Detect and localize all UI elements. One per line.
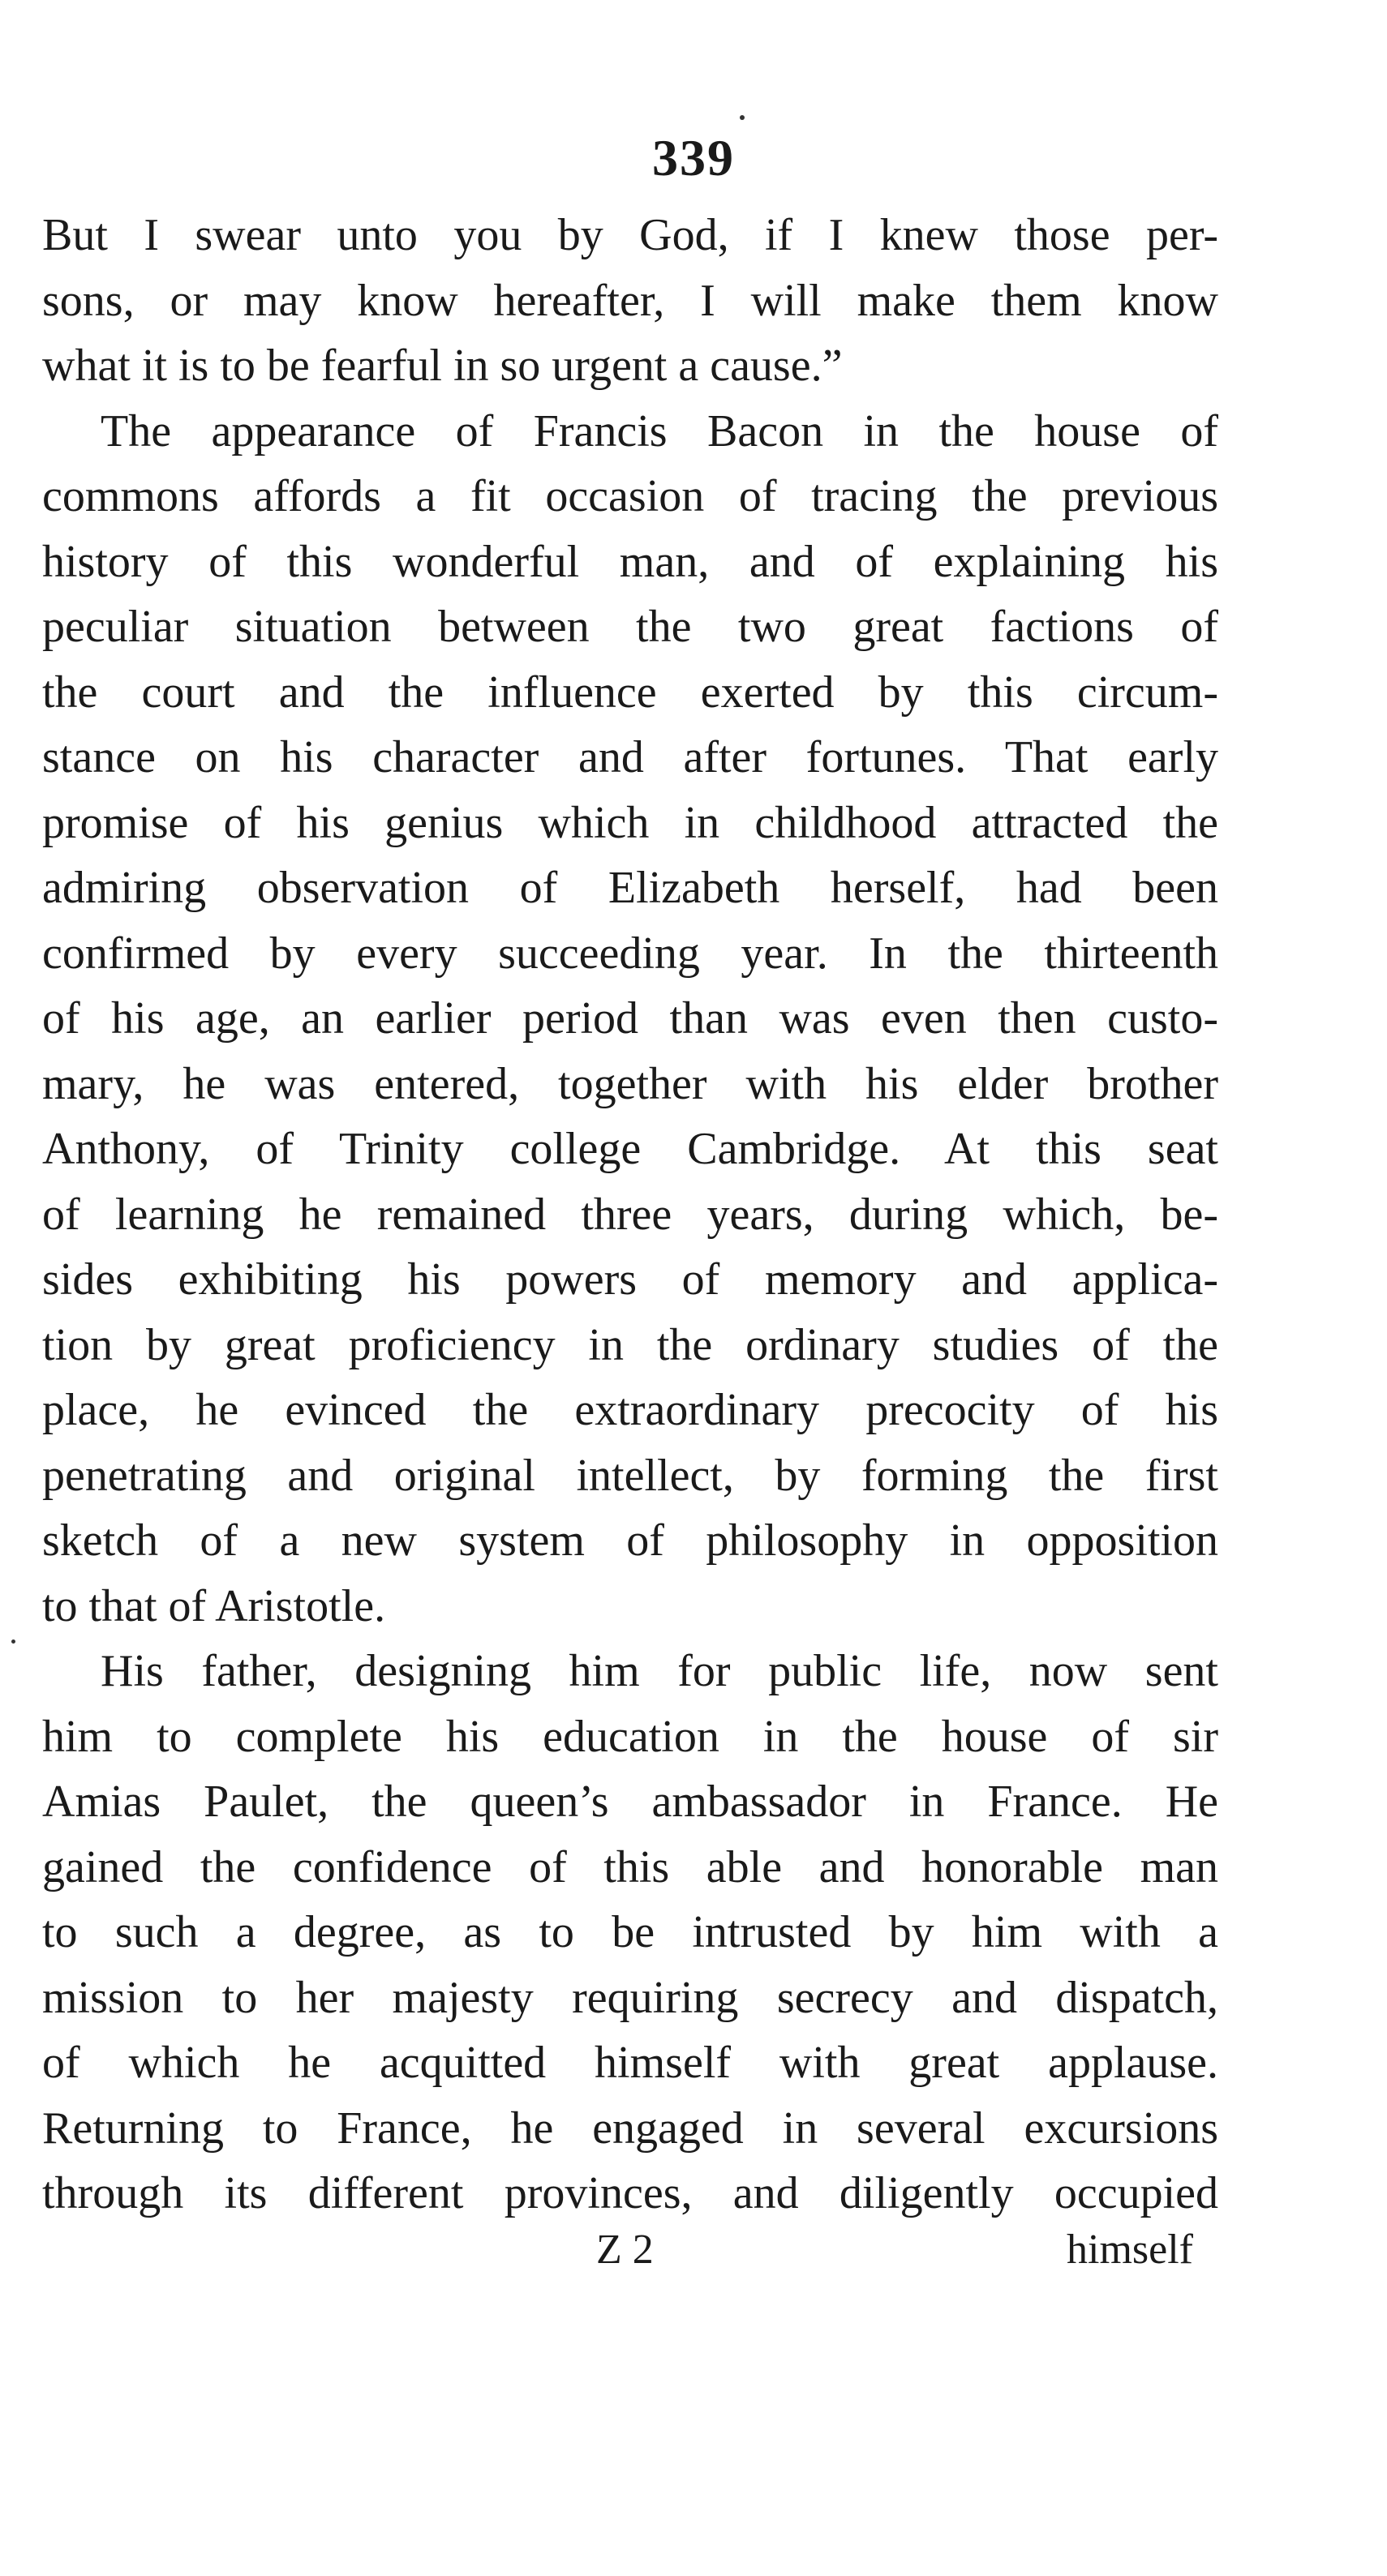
text-line: stance on his character and after fortunes. That early	[42, 732, 1218, 782]
ink-speck	[11, 1639, 15, 1644]
text-line: what it is to be fearful in so urgent a cause.”	[42, 341, 843, 391]
text-line: Anthony, of Trinity college Cambridge. At this seat	[42, 1124, 1218, 1174]
text-line: of his age, an earlier period than was even then custo-	[42, 993, 1218, 1044]
page-number: 339	[652, 129, 735, 186]
text-line: sides exhibiting his powers of memory and applica-	[42, 1254, 1218, 1305]
text-line: mary, he was entered, together with his elder brother	[42, 1058, 1218, 1109]
text-line: His father, designing him for public life, now sent	[101, 1646, 1218, 1696]
text-line: But I swear unto you by God, if I knew those per-	[42, 210, 1218, 260]
text-line: Amias Paulet, the queen’s ambassador in France. He	[42, 1777, 1218, 1827]
catchword: himself	[1067, 2227, 1193, 2273]
text-line: tion by great proficiency in the ordinary studies of the	[42, 1319, 1218, 1370]
signature-mark: Z 2	[596, 2227, 654, 2273]
text-line: mission to her majesty requiring secrecy and dispatch,	[42, 1972, 1218, 2023]
text-line: through its different provinces, and diligently occupied	[42, 2168, 1218, 2218]
text-line: Returning to France, he engaged in several excursions	[42, 2102, 1218, 2154]
text-line: of which he acquitted himself with great applause.	[42, 2038, 1218, 2088]
body-text	[42, 203, 1218, 2227]
ink-speck	[740, 115, 745, 120]
text-line: confirmed by every succeeding year. In the thirteenth	[42, 928, 1218, 979]
text-line: to that of Aristotle.	[42, 1580, 386, 1631]
text-line: admiring observation of Elizabeth herself, had been	[42, 863, 1218, 913]
text-line: the court and the influence exerted by this circum-	[42, 667, 1218, 718]
text-line: sons, or may know hereafter, I will make them know	[42, 275, 1218, 326]
text-line: The appearance of Francis Bacon in the house of	[101, 405, 1218, 456]
text-line: commons affords a fit occasion of tracing the previous	[42, 471, 1218, 521]
text-line: penetrating and original intellect, by forming the first	[42, 1450, 1218, 1501]
page-footer	[0, 2226, 1387, 2291]
text-line: gained the confidence of this able and honorable man	[42, 1841, 1218, 1892]
text-line: peculiar situation between the two great factions of	[42, 602, 1218, 652]
text-line: promise of his genius which in childhood attracted the	[42, 797, 1218, 848]
text-line: of learning he remained three years, during which, be-	[42, 1189, 1218, 1240]
text-line: him to complete his education in the house of sir	[42, 1711, 1218, 1762]
text-line: place, he evinced the extraordinary precocity of his	[42, 1385, 1218, 1435]
text-line: sketch of a new system of philosophy in opposition	[42, 1515, 1218, 1566]
text-line: to such a degree, as to be intrusted by him with a	[42, 1907, 1218, 1957]
text-line: history of this wonderful man, and of explaining his	[42, 536, 1218, 587]
